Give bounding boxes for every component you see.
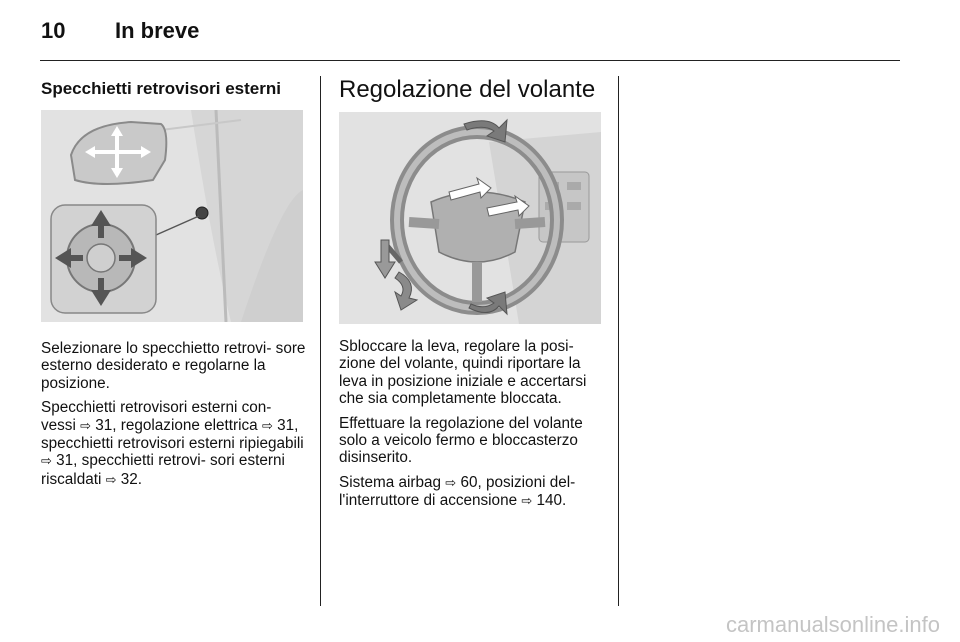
reference-arrow-icon: ⇨: [445, 475, 457, 491]
watermark: carmanualsonline.info: [725, 612, 940, 637]
reference-arrow-icon: ⇨: [261, 418, 273, 434]
steering-references-text: Sistema airbag ⇨ 60, posizioni del- l'interruttore di accensione ⇨ 140.: [339, 473, 576, 510]
reference-arrow-icon: ⇨: [80, 418, 92, 434]
page-section-title: In breve: [115, 18, 200, 43]
column-divider-2: [618, 76, 619, 606]
reference-arrow-icon: ⇨: [41, 454, 52, 470]
steering-warning-text: Effettuare la regolazione del volante solo a veicolo fermo e bloccasterzo disinserito.: [339, 414, 583, 467]
column-exterior-mirrors: [41, 78, 307, 496]
column-steering-wheel: [339, 76, 605, 518]
mirror-adjust-illustration: [41, 110, 303, 322]
page-number: 10: [41, 18, 66, 43]
reference-arrow-icon: ⇨: [105, 472, 117, 488]
column-divider-1: [320, 76, 321, 606]
reference-arrow-icon: ⇨: [521, 494, 533, 510]
mirror-instruction-text: Selezionare lo specchietto retrovi- sore esterno desiderato e regolarne la posizione.: [41, 340, 306, 392]
header-rule: [40, 60, 900, 61]
steering-instruction-text: Sbloccare la leva, regolare la posi- zione del volante, quindi riportare la leva in posizione iniziale e accertarsi che sia completamente bloccata.: [339, 338, 587, 408]
section-heading-steering: Regolazione del volante: [339, 76, 596, 103]
mirror-references-text: Specchietti retrovisori esterni con- vessi ⇨ 31, regolazione elettrica ⇨ 31, specchietti retrovisori esterni ripiegabili ⇨ 31, specchietti retrovi- sori esterni riscaldati ⇨ 32.: [41, 399, 304, 488]
steering-wheel-adjust-illustration: [339, 112, 601, 324]
section-heading-mirrors: Specchietti retrovisori esterni: [41, 79, 281, 98]
